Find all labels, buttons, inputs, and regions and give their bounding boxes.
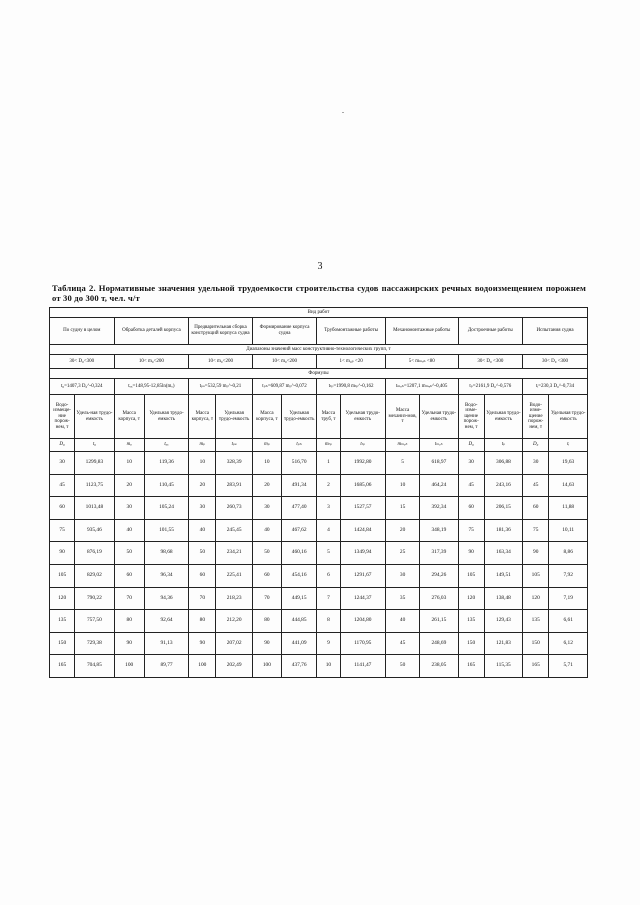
- table-cell: 10: [114, 452, 144, 475]
- formula-cell: tᵢ=230,3 D₀^-0,734: [523, 379, 588, 395]
- table-cell: 704,85: [75, 655, 114, 678]
- table-cell: 119,36: [144, 452, 188, 475]
- table-cell: 464,24: [420, 474, 458, 497]
- table-cell: 105: [458, 564, 484, 587]
- table-cell: 10: [252, 452, 281, 475]
- table-cell: 729,38: [75, 632, 114, 655]
- table-cell: 10,11: [549, 519, 588, 542]
- table-cell: 75: [50, 519, 75, 542]
- table-cell: 150: [50, 632, 75, 655]
- table-cell: 90: [458, 542, 484, 565]
- table-cell: 45: [385, 632, 419, 655]
- table-cell: 80: [114, 610, 144, 633]
- table-cell: 5,71: [549, 655, 588, 678]
- scan-dot: .: [342, 106, 344, 115]
- table-cell: 60: [252, 564, 281, 587]
- table-cell: 206,15: [484, 497, 522, 520]
- column-header: Водо-изме-щение порож-нем, т: [458, 395, 484, 439]
- formula-cell: tₜₚ=1990,8 mₜₚ^-0,162: [317, 379, 386, 395]
- group-whole-vessel: По судну в целом: [50, 318, 115, 345]
- formulas-caption: Формулы: [50, 369, 588, 379]
- table-cell: 60: [458, 497, 484, 520]
- table-cell: 105: [523, 564, 549, 587]
- table-cell: 276,03: [420, 587, 458, 610]
- range-cell: 30< D₀ <300: [458, 355, 523, 369]
- table-cell: 8,86: [549, 542, 588, 565]
- table-cell: 2: [317, 474, 340, 497]
- table-cell: 20: [189, 474, 216, 497]
- column-symbol: tᵢ: [549, 439, 588, 452]
- ranges-caption: Диапазоны значений масс конструктивно-технологических групп, т: [50, 345, 588, 355]
- table-cell: 7,92: [549, 564, 588, 587]
- table-cell: 5: [317, 542, 340, 565]
- column-header: Масса механиз-мов, т: [385, 395, 419, 439]
- column-symbol: mₜₚ: [317, 439, 340, 452]
- table-cell: 283,91: [216, 474, 252, 497]
- table-cell: 98,68: [144, 542, 188, 565]
- table-cell: 105,24: [144, 497, 188, 520]
- column-symbol: tₘₑₕ: [420, 439, 458, 452]
- column-symbol: tₚₕ: [282, 439, 317, 452]
- range-cell: 30< D₀ <300: [523, 355, 588, 369]
- table-cell: 1141,47: [340, 655, 385, 678]
- table-cell: 460,16: [282, 542, 317, 565]
- range-cell: 10< m₀<200: [189, 355, 253, 369]
- table-cell: 5: [385, 452, 419, 475]
- table-cell: 135: [50, 610, 75, 633]
- table-cell: 120: [50, 587, 75, 610]
- range-cell: 1< m₀ₚ <20: [317, 355, 386, 369]
- column-header: Водо-изме-щение порож-нем, т: [523, 395, 549, 439]
- table-cell: 40: [114, 519, 144, 542]
- table-row: [50, 610, 588, 633]
- table-cell: 120: [458, 587, 484, 610]
- table-cell: 100: [252, 655, 281, 678]
- column-header: Масса труб, т: [317, 395, 340, 439]
- table-cell: 202,49: [216, 655, 252, 678]
- table-cell: 757,50: [75, 610, 114, 633]
- table-cell: 10: [317, 655, 340, 678]
- table-cell: 1424,84: [340, 519, 385, 542]
- table-cell: 1170,95: [340, 632, 385, 655]
- table-cell: 121,83: [484, 632, 522, 655]
- table-cell: 790,22: [75, 587, 114, 610]
- table-cell: 181,36: [484, 519, 522, 542]
- column-symbol: t₀: [75, 439, 114, 452]
- table-cell: 260,73: [216, 497, 252, 520]
- table-cell: 212,20: [216, 610, 252, 633]
- table-row: [50, 542, 588, 565]
- column-symbol: tₚ: [484, 439, 522, 452]
- table-cell: 3: [317, 497, 340, 520]
- table-cell: 1527,57: [340, 497, 385, 520]
- table-cell: 7,19: [549, 587, 588, 610]
- table-cell: 348,19: [420, 519, 458, 542]
- table-cell: 91,13: [144, 632, 188, 655]
- column-header: Удель-ная трудо-емкость: [75, 395, 114, 439]
- table-cell: 1685,06: [340, 474, 385, 497]
- table-row: [50, 497, 588, 520]
- table-cell: 225,41: [216, 564, 252, 587]
- table-cell: 306,88: [484, 452, 522, 475]
- table-cell: 328,39: [216, 452, 252, 475]
- column-header: Удельная трудо-емкость: [282, 395, 317, 439]
- table-cell: 1349,94: [340, 542, 385, 565]
- column-header: Масса корпуса, т: [189, 395, 216, 439]
- table-cell: 30: [252, 497, 281, 520]
- table-cell: 40: [385, 610, 419, 633]
- table-cell: 90: [189, 632, 216, 655]
- table-cell: 20: [114, 474, 144, 497]
- table-cell: 1291,67: [340, 564, 385, 587]
- table-cell: 149,51: [484, 564, 522, 587]
- table-cell: 30: [385, 564, 419, 587]
- table-cell: 165: [523, 655, 549, 678]
- column-header: Удельная трудо-емкость: [216, 395, 252, 439]
- table-cell: 80: [252, 610, 281, 633]
- column-symbol: mₚ: [189, 439, 216, 452]
- table-cell: 90: [50, 542, 75, 565]
- table-cell: 105: [50, 564, 75, 587]
- table-cell: 10: [385, 474, 419, 497]
- table-row: [50, 632, 588, 655]
- table-cell: 15: [385, 497, 419, 520]
- table-row: [50, 655, 588, 678]
- table-cell: 135: [523, 610, 549, 633]
- column-headers-row: [50, 395, 588, 439]
- table-cell: 50: [189, 542, 216, 565]
- table-cell: 60: [114, 564, 144, 587]
- table-cell: 90: [252, 632, 281, 655]
- table-cell: 40: [252, 519, 281, 542]
- table-cell: 392,34: [420, 497, 458, 520]
- group-preassembly: Предварительная сборка конструкций корпуса судна: [189, 318, 253, 345]
- range-cell: 10< m₀<200: [252, 355, 317, 369]
- table-cell: 30: [189, 497, 216, 520]
- table-cell: 14,63: [549, 474, 588, 497]
- formula-cell: tₒₓ=148,95-12,85ln(mₒ): [114, 379, 189, 395]
- table-cell: 165: [50, 655, 75, 678]
- table-row: [50, 519, 588, 542]
- table-cell: 444,85: [282, 610, 317, 633]
- range-cell: 5< mₘₑₕ <80: [385, 355, 458, 369]
- table-cell: 441,09: [282, 632, 317, 655]
- table-cell: 618,97: [420, 452, 458, 475]
- table-cell: 1204,80: [340, 610, 385, 633]
- group-vessel-tests: Испытания судна: [523, 318, 588, 345]
- table-cell: 876,19: [75, 542, 114, 565]
- ranges-caption-row: [50, 345, 588, 355]
- table-cell: 491,34: [282, 474, 317, 497]
- column-symbol: D₀: [523, 439, 549, 452]
- table-cell: 1992,80: [340, 452, 385, 475]
- table-cell: 45: [458, 474, 484, 497]
- range-cell: 30< D₀<300: [50, 355, 115, 369]
- table-cell: 45: [523, 474, 549, 497]
- table-cell: 6,61: [549, 610, 588, 633]
- table-row: [50, 587, 588, 610]
- table-cell: 150: [523, 632, 549, 655]
- work-type-header: Вид работ: [50, 308, 588, 318]
- table-cell: 101,55: [144, 519, 188, 542]
- table-cell: 30: [50, 452, 75, 475]
- table-cell: 294,26: [420, 564, 458, 587]
- column-header: Удельная трудо-емкость: [549, 395, 588, 439]
- table-cell: 129,43: [484, 610, 522, 633]
- table-cell: 30: [523, 452, 549, 475]
- table-cell: 80: [189, 610, 216, 633]
- column-header: Водо-измеще-ние порож-нем, т: [50, 395, 75, 439]
- formula-cell: tₚₕ=609,87 mₚ^-0,072: [252, 379, 317, 395]
- column-header: Удельная трудо-емкость: [420, 395, 458, 439]
- table-row: [50, 452, 588, 475]
- table-cell: 89,77: [144, 655, 188, 678]
- table-cell: 449,15: [282, 587, 317, 610]
- column-header: Удельная трудо-емкость: [340, 395, 385, 439]
- table-cell: 50: [252, 542, 281, 565]
- table-cell: 245,45: [216, 519, 252, 542]
- table-row: [50, 564, 588, 587]
- page-number: 3: [317, 261, 323, 272]
- table-cell: 90: [523, 542, 549, 565]
- table-cell: 477,40: [282, 497, 317, 520]
- table-cell: 6: [317, 564, 340, 587]
- group-pipe-works: Трубомонтажные работы: [317, 318, 386, 345]
- ranges-row: [50, 355, 588, 369]
- group-mechanical-works: Механомонтажные работы: [385, 318, 458, 345]
- table-cell: 1123,75: [75, 474, 114, 497]
- table-cell: 138,48: [484, 587, 522, 610]
- table-cell: 454,16: [282, 564, 317, 587]
- table-cell: 120: [523, 587, 549, 610]
- table-cell: 75: [458, 519, 484, 542]
- group-finishing-works: Достроечные работы: [458, 318, 523, 345]
- table-cell: 96,34: [144, 564, 188, 587]
- table-cell: 238,05: [420, 655, 458, 678]
- table-cell: 45: [50, 474, 75, 497]
- table-cell: 25: [385, 542, 419, 565]
- formulas-caption-row: [50, 369, 588, 379]
- formulas-row: [50, 379, 588, 395]
- labor-intensity-table: [49, 307, 588, 678]
- column-header: Масса корпуса, т: [252, 395, 281, 439]
- formula-cell: tₚₛ=532,59 mₚ^-0,21: [189, 379, 253, 395]
- table-row: [50, 474, 588, 497]
- table-cell: 516,70: [282, 452, 317, 475]
- table-cell: 163,34: [484, 542, 522, 565]
- formula-cell: tₘₑₕ=1207,1 mₘₑₕ^-0,405: [385, 379, 458, 395]
- table-cell: 1244,37: [340, 587, 385, 610]
- table-cell: 115,35: [484, 655, 522, 678]
- table-cell: 70: [252, 587, 281, 610]
- table-cell: 75: [523, 519, 549, 542]
- table-cell: 6,12: [549, 632, 588, 655]
- table-cell: 935,46: [75, 519, 114, 542]
- table-cell: 234,21: [216, 542, 252, 565]
- table-cell: 8: [317, 610, 340, 633]
- header-work-type-row: [50, 308, 588, 318]
- table-cell: 100: [114, 655, 144, 678]
- table-cell: 261,15: [420, 610, 458, 633]
- table-cell: 248,69: [420, 632, 458, 655]
- table-cell: 70: [189, 587, 216, 610]
- table-cell: 92,64: [144, 610, 188, 633]
- table-cell: 317,39: [420, 542, 458, 565]
- range-cell: 10< m₀<200: [114, 355, 189, 369]
- column-symbol: tₜₚ: [340, 439, 385, 452]
- formula-cell: tₚ=2161,9 D₀^-0,576: [458, 379, 523, 395]
- table-cell: 9: [317, 632, 340, 655]
- group-hull-forming: Формирование корпуса судна: [252, 318, 317, 345]
- table-cell: 207,02: [216, 632, 252, 655]
- table-cell: 100: [189, 655, 216, 678]
- table-cell: 110,45: [144, 474, 188, 497]
- formula-cell: t₀=1407,3 D₀^-0,324: [50, 379, 115, 395]
- table-cell: 40: [189, 519, 216, 542]
- column-header: Масса корпуса, т: [114, 395, 144, 439]
- table-cell: 60: [523, 497, 549, 520]
- column-header: Удельная трудо-емкость: [144, 395, 188, 439]
- column-symbol: D₀: [50, 439, 75, 452]
- table-cell: 437,76: [282, 655, 317, 678]
- table-cell: 11,88: [549, 497, 588, 520]
- column-symbol: D₀: [458, 439, 484, 452]
- column-symbol: tₚₛ: [216, 439, 252, 452]
- table-cell: 50: [114, 542, 144, 565]
- table-cell: 135: [458, 610, 484, 633]
- table-cell: 829,02: [75, 564, 114, 587]
- table-title: Таблица 2. Нормативные значения удельной трудоемкости строительства судов пассажирских речных водоизмещением порожнем от 30 до 300 т, чел. ч/т: [52, 283, 586, 303]
- table-cell: 4: [317, 519, 340, 542]
- table-cell: 30: [114, 497, 144, 520]
- table-cell: 467,62: [282, 519, 317, 542]
- group-hull-parts: Обработка деталей корпуса: [114, 318, 189, 345]
- column-symbol: tₒₓ: [144, 439, 188, 452]
- column-symbol: mₘₑₕ: [385, 439, 419, 452]
- table-cell: 165: [458, 655, 484, 678]
- table-cell: 1299,83: [75, 452, 114, 475]
- column-symbol: mₚ: [252, 439, 281, 452]
- table-cell: 60: [189, 564, 216, 587]
- table-cell: 1: [317, 452, 340, 475]
- table-cell: 243,16: [484, 474, 522, 497]
- table-cell: 7: [317, 587, 340, 610]
- table-cell: 70: [114, 587, 144, 610]
- table-cell: 218,23: [216, 587, 252, 610]
- table-cell: 94,36: [144, 587, 188, 610]
- table-cell: 20: [252, 474, 281, 497]
- table-cell: 150: [458, 632, 484, 655]
- table-cell: 30: [458, 452, 484, 475]
- header-groups-row: [50, 318, 588, 345]
- table-cell: 20: [385, 519, 419, 542]
- table-cell: 10: [189, 452, 216, 475]
- table-cell: 35: [385, 587, 419, 610]
- table-cell: 50: [385, 655, 419, 678]
- table-cell: 90: [114, 632, 144, 655]
- table-cell: 19,63: [549, 452, 588, 475]
- column-symbol: mₒ: [114, 439, 144, 452]
- table-cell: 60: [50, 497, 75, 520]
- symbols-row: [50, 439, 588, 452]
- table-cell: 1013,48: [75, 497, 114, 520]
- column-header: Удельная трудо-емкость: [484, 395, 522, 439]
